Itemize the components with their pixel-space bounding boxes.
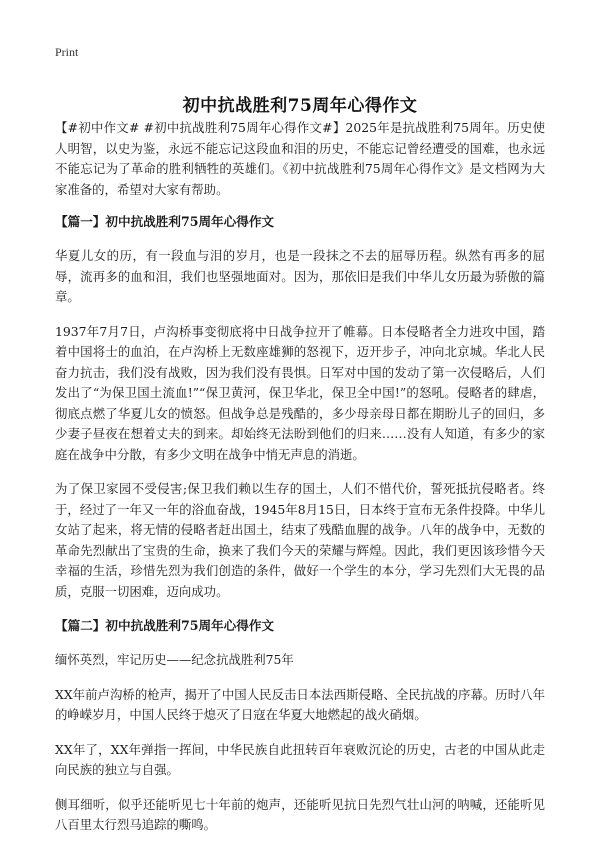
section2-paragraph-2: XX年前卢沟桥的枪声，揭开了中国人民反击日本法西斯侵略、全民抗战的序幕。历时八年的峥嵘岁月，中国人民终于熄灭了日寇在华夏大地燃起的战火硝烟。 xyxy=(55,686,545,722)
section2-paragraph-1: 缅怀英烈，牢记历史——纪念抗战胜利75年 xyxy=(55,652,294,667)
intro-paragraph: 【#初中作文# #初中抗战胜利75周年心得作文#】2025年是抗战胜利75周年。历史使人明智，以史为鉴，永远不能忘记这段血和泪的历史，不能忘记曾经遭受的国难，也永远不能忘记为了革命的胜利牺牲的英雄们。《初中抗战胜利75周年心得作文》是文档网为大家准备的，希望对大家有帮助。 xyxy=(55,120,545,197)
section-heading-1: 【篇一】初中抗战胜利75周年心得作文 xyxy=(55,214,275,229)
section-heading-2: 【篇二】初中抗战胜利75周年心得作文 xyxy=(55,618,275,633)
section1-paragraph-1: 华夏儿女的历，有一段血与泪的岁月，也是一段抹之不去的屈辱历程。纵然有再多的屈辱，流再多的血和泪，我们也坚强地面对。因为，那依旧是我们中华儿女历最为骄傲的篇章。 xyxy=(55,248,545,304)
section2-paragraph-4: 侧耳细听，似乎还能听见七十年前的炮声，还能听见抗日先烈气壮山河的呐喊，还能听见八百里太行烈马追踪的嘶鸣。 xyxy=(55,796,545,832)
section1-paragraph-2: 1937年7月7日，卢沟桥事变彻底将中日战争拉开了帷幕。日本侵略者全力进攻中国，踏着中国将士的血泊，在卢沟桥上无数座雄狮的怒视下，迈开步子，冲向北京城。华北人民奋力抗击，我们没有战败，因为我们没有畏惧。日军对中国的发动了第一次侵略后，人们发出了“为保卫国土流血!”“保卫黄河，保卫华北，保卫全中国!”的怒吼。侵略者的肆虐，彻底点燃了华夏儿女的愤怒。但战争总是残酷的，多少母亲母日都在期盼儿子的回归，多少妻子昼夜在想着丈夫的到来。却始终无法盼到他们的归来……没有人知道，有多少的家庭在战争中分散，有多少文明在战争中悄无声息的消逝。 xyxy=(55,323,545,462)
article-body xyxy=(55,118,545,850)
section2-paragraph-3: XX年了，XX年弹指一挥间，中华民族自此扭转百年衰败沉论的历史，古老的中国从此走向民族的独立与自强。 xyxy=(55,741,545,777)
section1-paragraph-3: 为了保卫家园不受侵害;保卫我们赖以生存的国土，人们不惜代价，誓死抵抗侵略者。终于，经过了一年又一年的浴血奋战，1945年8月15日，日本终于宣布无条件投降。中华儿女站了起来，将无情的侵略者赶出国土，结束了残酷血腥的战争。八年的战争中，无数的革命先烈献出了宝贵的生命，换来了我们今天的荣耀与辉煌。因此，我们更因该珍惜今天幸福的生活，珍惜先烈为我们创造的条件，做好一个学生的本分，学习先烈们大无畏的品质，克服一切困难，迈向成功。 xyxy=(55,481,545,599)
article-title: 初中抗战胜利75周年心得作文 xyxy=(182,96,418,117)
print-label[interactable]: Print xyxy=(55,45,79,59)
